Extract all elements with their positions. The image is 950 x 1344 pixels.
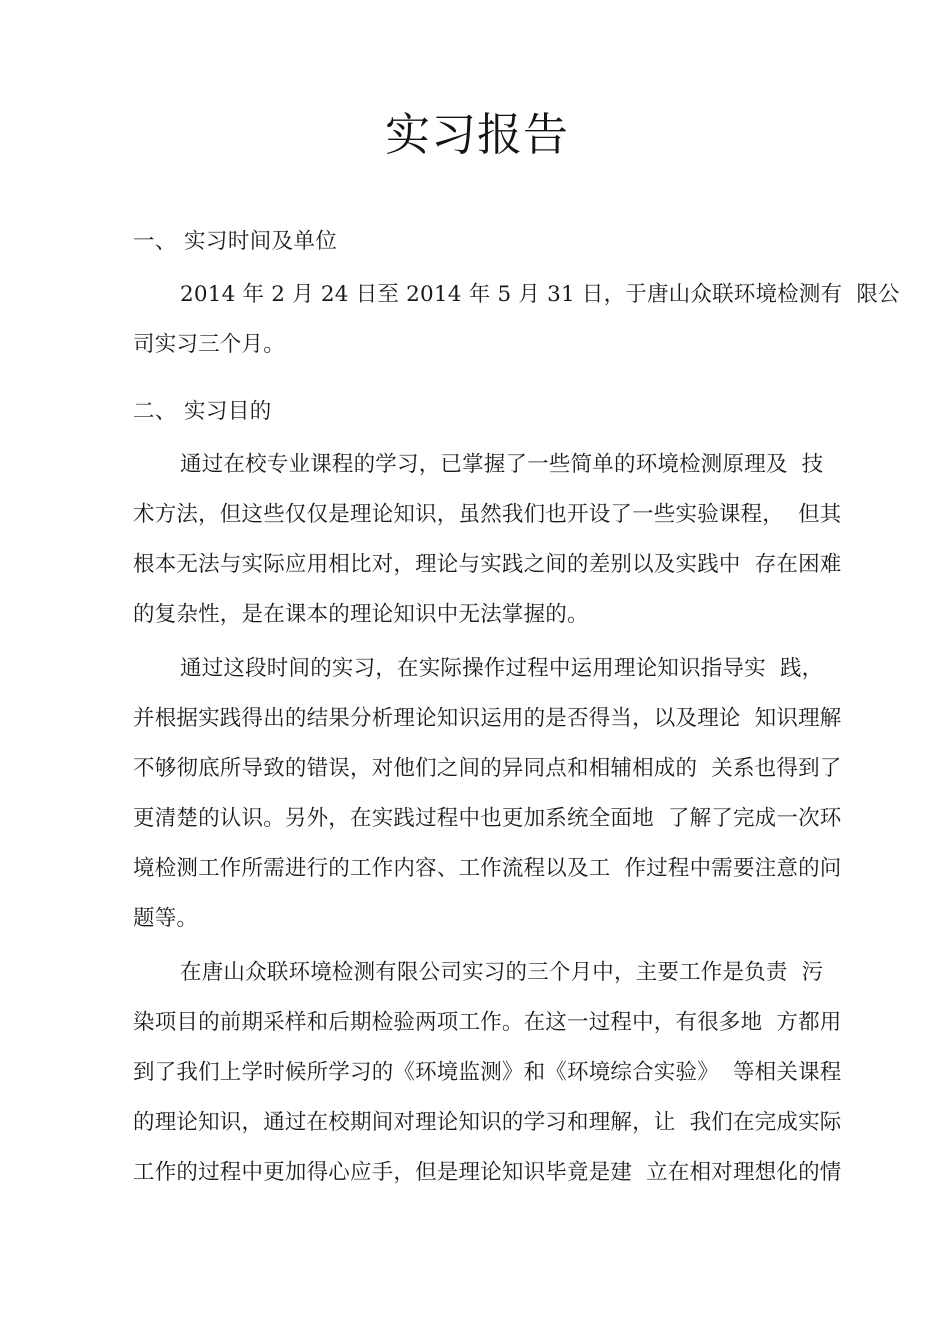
paragraph-internship-period [133, 253, 900, 370]
paragraph-line: 司实习三个月。 [133, 331, 285, 357]
paragraph-purpose-1 [133, 422, 842, 640]
paragraph-line: 通过在校专业课程的学习，已掌握了一些简单的环境检测原理及 技 [180, 452, 824, 477]
section-heading-2: 二、 实习目的 [133, 398, 272, 424]
section-heading-1: 一、 实习时间及单位 [133, 229, 338, 254]
paragraph-line: 题等。 [133, 906, 199, 931]
page-content [133, 0, 900, 1198]
paragraph-line: 术方法，但这些仅仅是理论知识，虽然我们也开设了一些实验课程， 但其 [133, 502, 842, 527]
paragraph-line: 境检测工作所需进行的工作内容、工作流程以及工 作过程中需要注意的问 [133, 856, 842, 881]
paragraph-purpose-2 [133, 640, 842, 944]
paragraph-line: 工作的过程中更加得心应手，但是理论知识毕竟是建 立在相对理想化的情 [133, 1160, 842, 1185]
paragraph-line: 染项目的前期采样和后期检验两项工作。在这一过程中，有很多地 方都用 [133, 1010, 842, 1035]
paragraph-purpose-3 [133, 944, 842, 1198]
paragraph-line: 2014 年 2 月 24 日至 2014 年 5 月 31 日，于唐山众联环境检测有 限公 [180, 281, 900, 307]
paragraph-line: 根本无法与实际应用相比对，理论与实践之间的差别以及实践中 存在困难 [133, 552, 842, 577]
paragraph-line: 在唐山众联环境检测有限公司实习的三个月中，主要工作是负责 污 [180, 960, 824, 985]
paragraph-line: 的理论知识，通过在校期间对理论知识的学习和理解，让 我们在完成实际 [133, 1110, 842, 1135]
paragraph-line: 的复杂性，是在课本的理论知识中无法掌握的。 [133, 602, 589, 627]
page-title: 实习报告 [384, 108, 569, 161]
paragraph-line: 更清楚的认识。另外，在实践过程中也更加系统全面地 了解了完成一次环 [133, 806, 842, 831]
paragraph-line: 通过这段时间的实习，在实际操作过程中运用理论知识指导实 践， [180, 656, 824, 681]
paragraph-line: 到了我们上学时候所学习的《环境监测》和《环境综合实验》 等相关课程 [133, 1060, 842, 1085]
paragraph-line: 并根据实践得出的结果分析理论知识运用的是否得当，以及理论 知识理解 [133, 706, 842, 731]
paragraph-line: 不够彻底所导致的错误，对他们之间的异同点和相辅相成的 关系也得到了 [133, 756, 842, 781]
